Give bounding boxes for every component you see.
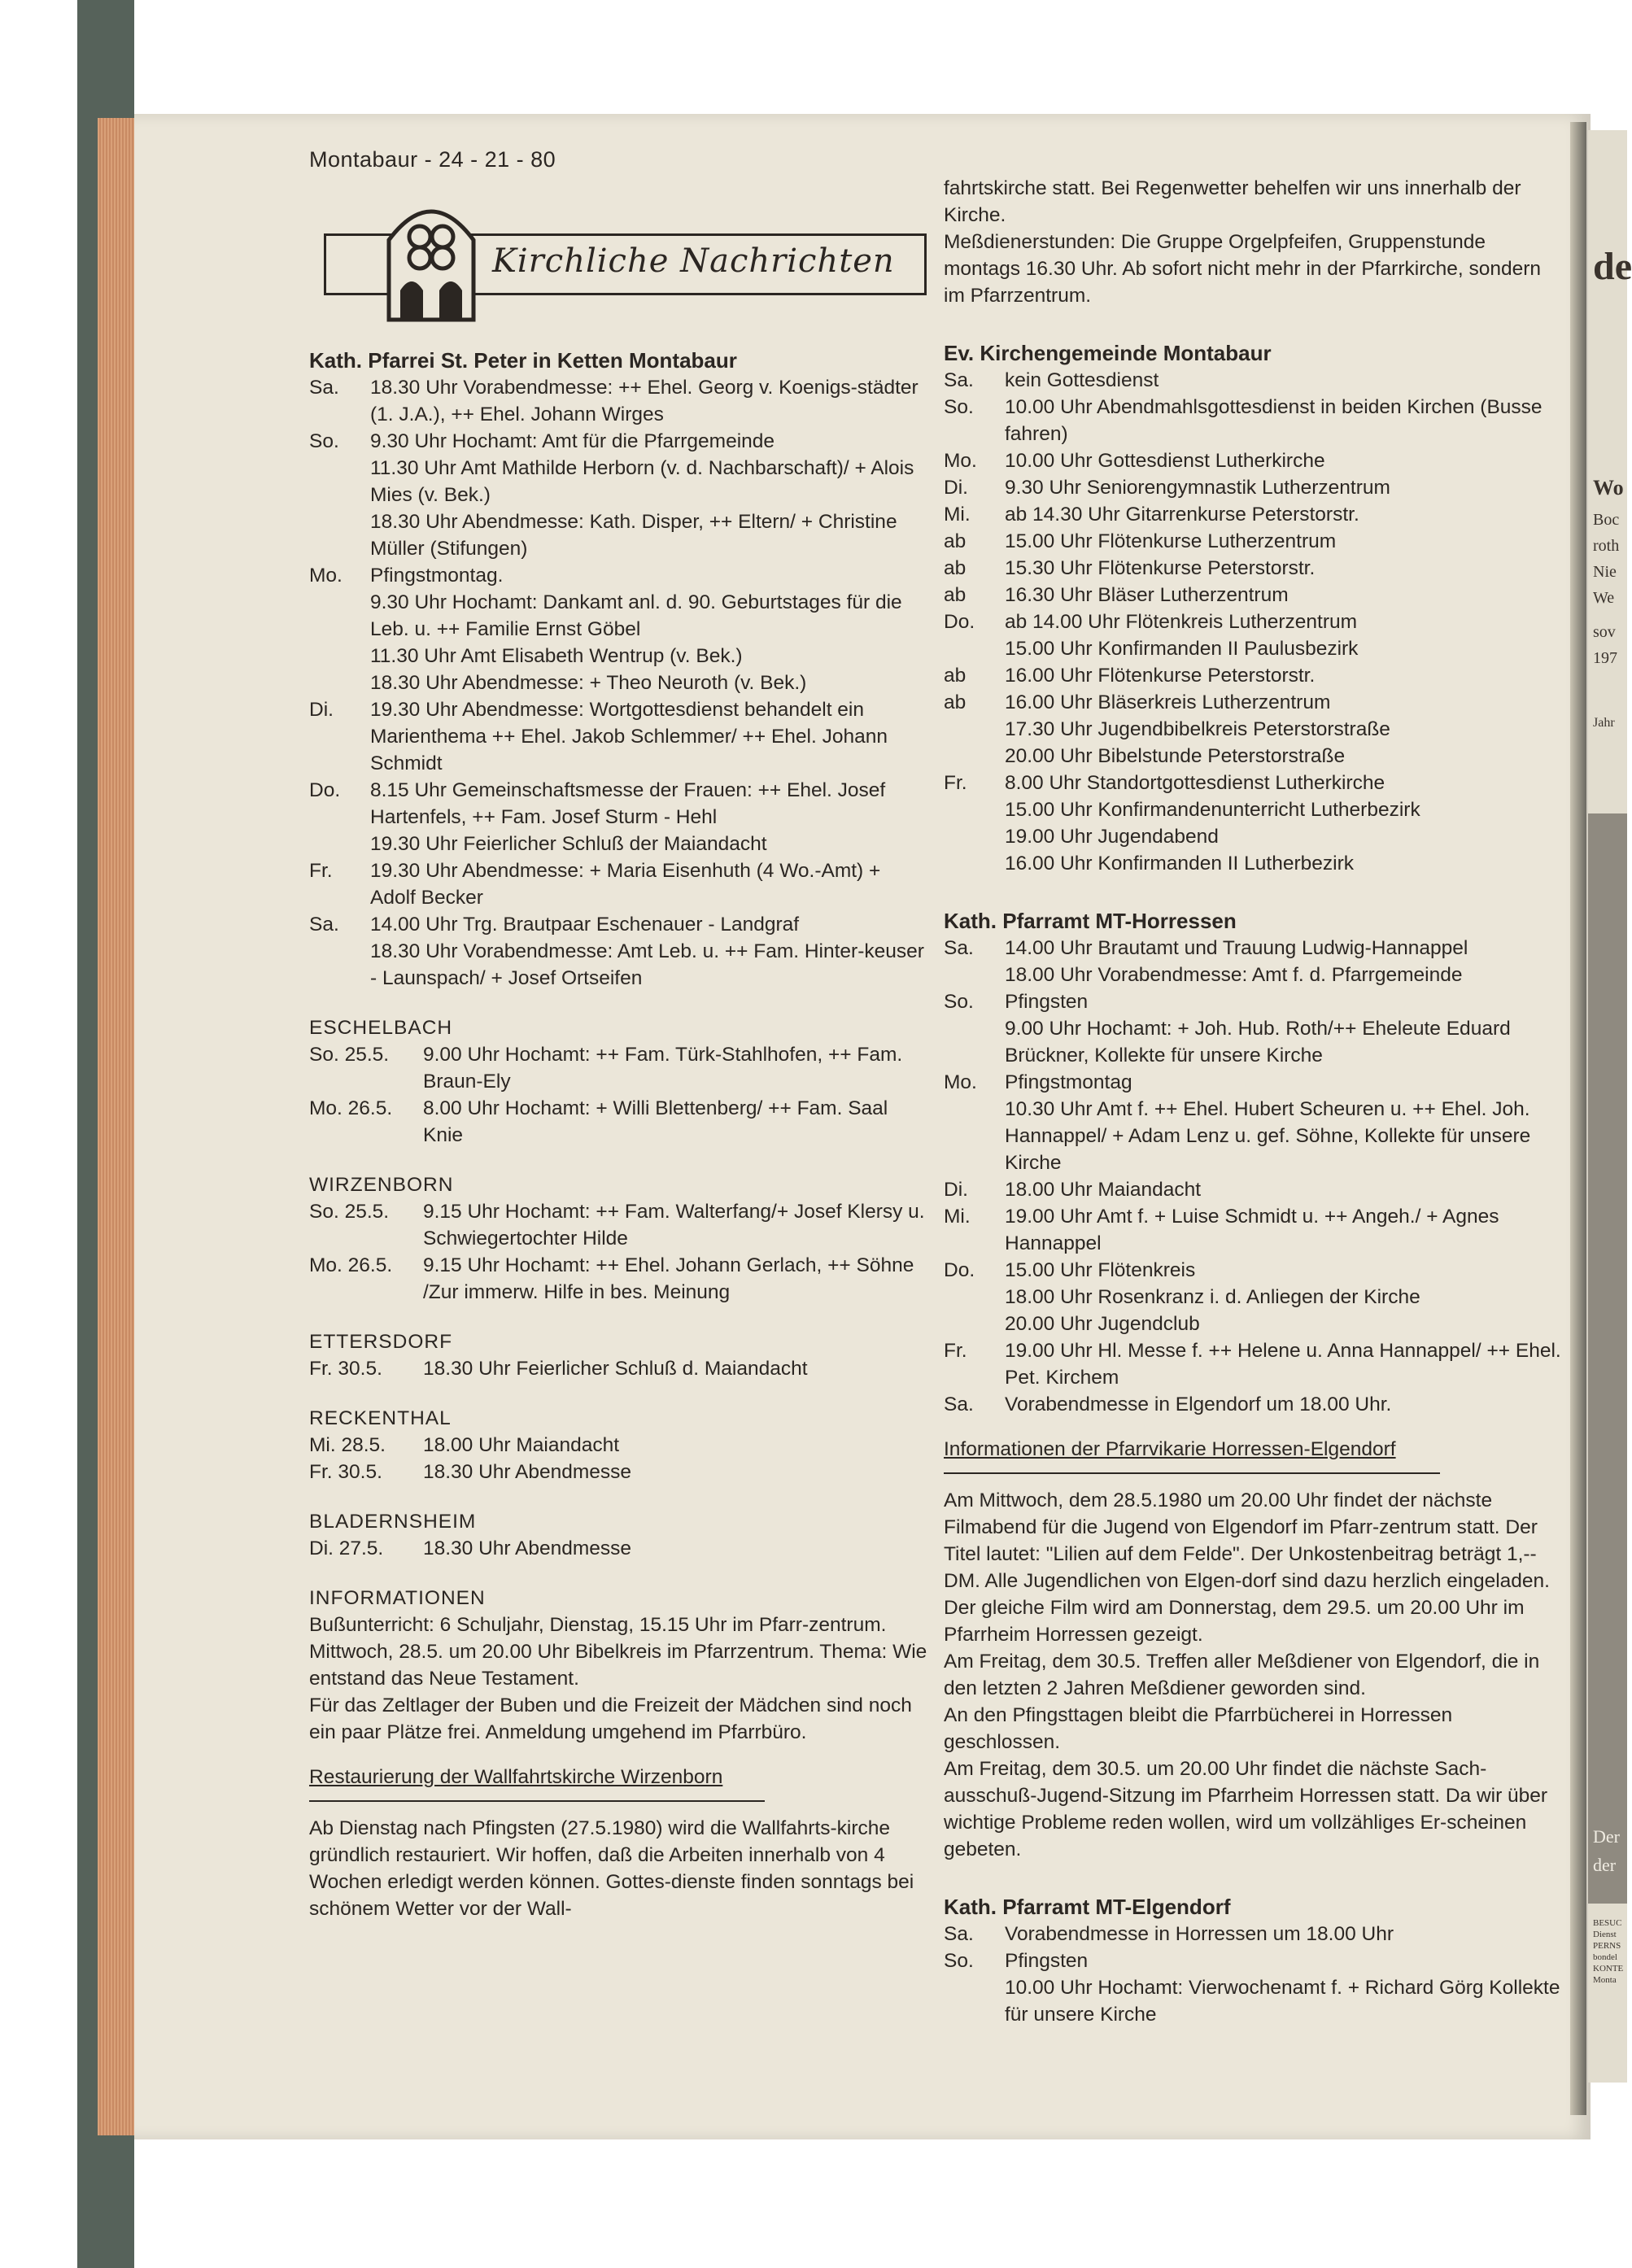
section-heading-underlined: Restaurierung der Wallfahrtskirche Wirzenborn xyxy=(309,1766,723,1788)
entry-text: 15.00 Uhr Flötenkreis xyxy=(1005,1259,1196,1281)
section-heading: Ev. Kirchengemeinde Montabaur xyxy=(944,341,1272,365)
entry-text: 18.30 Uhr Abendmesse xyxy=(423,1461,632,1483)
entry-text: 15.00 Uhr Konfirmandenunterricht Lutherbezirk xyxy=(1005,799,1420,821)
section-heading: Kath. Pfarramt MT-Horressen xyxy=(944,909,1237,933)
entry-text: 14.00 Uhr Trg. Brautpaar Eschenauer - Landgraf xyxy=(370,914,800,936)
church-window-icon xyxy=(382,191,480,321)
entry-text: 10.00 Uhr Gottesdienst Lutherkirche xyxy=(1005,450,1325,472)
schedule-entry xyxy=(309,1252,927,1306)
entry-text: 19.30 Uhr Abendmesse: Wortgottesdienst behandelt ein Marienthema ++ Ehel. Jakob Schlemmer/ ++ Ehel. Johann Schmidt xyxy=(370,699,888,774)
entry-text: 18.00 Uhr Maiandacht xyxy=(1005,1179,1202,1201)
schedule-entry xyxy=(309,1198,927,1252)
next-page-fragment: der xyxy=(1593,1855,1617,1875)
schedule-entry xyxy=(944,1391,1566,1418)
next-page-fragment: BESUC xyxy=(1593,1918,1622,1928)
entry-day xyxy=(944,1015,1005,1069)
next-page-photo xyxy=(1588,813,1627,1904)
left-column xyxy=(309,146,927,1922)
entry-text: 18.30 Uhr Vorabendmesse: ++ Ehel. Georg v. Koenigs-städter (1. J.A.), ++ Ehel. Johann Wirges xyxy=(370,377,919,425)
entry-day xyxy=(309,669,370,696)
entry-day: Fr. xyxy=(309,860,333,882)
schedule-entry xyxy=(944,962,1566,988)
schedule-entry xyxy=(944,447,1566,474)
info-line: Bußunterricht: 6 Schuljahr, Dienstag, 15.15 Uhr im Pfarr-zentrum. xyxy=(309,1614,887,1636)
schedule-entry xyxy=(944,555,1566,582)
entry-day: Sa. xyxy=(944,1923,974,1945)
entry-day: ab xyxy=(944,691,967,713)
place-heading: RECKENTHAL xyxy=(309,1407,452,1429)
entry-day: Fr. xyxy=(944,1340,967,1362)
schedule-entry xyxy=(309,428,927,455)
entry-text: 10.00 Uhr Hochamt: Vierwochenamt f. + Richard Görg Kollekte für unsere Kirche xyxy=(1005,1977,1560,2026)
entry-day: Sa. xyxy=(309,377,339,399)
entry-text: 15.00 Uhr Konfirmanden II Paulusbezirk xyxy=(1005,638,1359,660)
entry-text: 15.30 Uhr Flötenkurse Peterstorstr. xyxy=(1005,557,1316,579)
schedule-entry xyxy=(944,1203,1566,1257)
entry-day: Mo. xyxy=(944,1071,977,1093)
schedule-entry xyxy=(944,770,1566,796)
article-paragraph: Am Freitag, dem 30.5. Treffen aller Meßdiener von Elgendorf, die in den letzten 2 Jahren Meßdiener geworden sind. xyxy=(944,1651,1540,1699)
schedule-entry xyxy=(944,1947,1566,1974)
entry-text: 18.00 Uhr Maiandacht xyxy=(423,1434,620,1456)
article-paragraph: Am Freitag, dem 30.5. um 20.00 Uhr findet die nächste Sach-ausschuß-Jugend-Sitzung im Pfarrheim Horressen statt. Da wir über wichtige Probleme reden wollen, wird um vollzähliges Er-scheinen gebeten. xyxy=(944,1758,1548,1860)
entry-day: Mi. xyxy=(944,1206,971,1228)
entry-text: 10.00 Uhr Abendmahlsgottesdienst in beiden Kirchen (Busse fahren) xyxy=(1005,396,1543,445)
schedule-entry xyxy=(944,367,1566,394)
entry-text: 9.30 Uhr Hochamt: Amt für die Pfarrgemeinde xyxy=(370,430,775,452)
entry-text: 11.30 Uhr Amt Elisabeth Wentrup (v. Bek.) xyxy=(370,645,743,667)
entry-day xyxy=(309,455,370,508)
entry-text: 16.00 Uhr Bläserkreis Lutherzentrum xyxy=(1005,691,1331,713)
messdiener-text: Meßdienerstunden: Die Gruppe Orgelpfeifen, Gruppenstunde montags 16.30 Uhr. Ab sofort nicht mehr in der Pfarrkirche, sondern im Pfarrzentrum. xyxy=(944,231,1542,307)
schedule-entry xyxy=(944,1974,1566,2028)
next-page-fragment: KONTE xyxy=(1593,1964,1624,1974)
next-page-fragment: Jahr xyxy=(1593,716,1615,730)
schedule-entry xyxy=(309,857,927,911)
entry-day xyxy=(944,1096,1005,1176)
schedule-entry xyxy=(944,1311,1566,1337)
entry-day: Fr. 30.5. xyxy=(309,1358,382,1380)
schedule-entry xyxy=(309,589,927,643)
schedule-entry xyxy=(309,455,927,508)
entry-text: 20.00 Uhr Jugendclub xyxy=(1005,1313,1200,1335)
entry-day: Mo. 26.5. xyxy=(309,1097,393,1119)
entry-day: So. xyxy=(309,430,339,452)
masthead xyxy=(309,185,927,323)
schedule-entry xyxy=(944,689,1566,716)
schedule-entry xyxy=(309,1041,927,1095)
next-page-fragment: PERNS xyxy=(1593,1941,1621,1951)
entry-day xyxy=(944,743,1005,770)
entry-day: Mo. xyxy=(944,450,977,472)
next-page-fragment: roth xyxy=(1593,537,1620,555)
entry-text: ab 14.00 Uhr Flötenkreis Lutherzentrum xyxy=(1005,611,1358,633)
schedule-entry xyxy=(944,582,1566,608)
section-heading-underlined: Informationen der Pfarrvikarie Horressen-Elgendorf xyxy=(944,1438,1396,1460)
schedule-entry xyxy=(944,743,1566,770)
next-page-fragment: Dienst xyxy=(1593,1930,1617,1939)
next-page-fragment: bondel xyxy=(1593,1952,1617,1962)
entry-day: So. xyxy=(944,1950,974,1972)
entry-day: So. 25.5. xyxy=(309,1044,390,1066)
entry-text: Vorabendmesse in Elgendorf um 18.00 Uhr. xyxy=(1005,1394,1392,1415)
entry-text: 18.00 Uhr Vorabendmesse: Amt f. d. Pfarrgemeinde xyxy=(1005,964,1463,986)
entry-text: 19.30 Uhr Feierlicher Schluß der Maiandacht xyxy=(370,833,767,855)
entry-day xyxy=(944,962,1005,988)
schedule-entry xyxy=(944,1337,1566,1391)
section-heading: Kath. Pfarramt MT-Elgendorf xyxy=(944,1895,1231,1919)
entry-day: Mi. xyxy=(944,504,971,526)
entry-day: ab xyxy=(944,665,967,687)
entry-day: Di. xyxy=(944,1179,968,1201)
next-page-fragment: Monta xyxy=(1593,1975,1617,1985)
entry-text: 17.30 Uhr Jugendbibelkreis Peterstorstraße xyxy=(1005,718,1390,740)
page-header: Montabaur - 24 - 21 - 80 xyxy=(309,147,556,172)
entry-text: 8.15 Uhr Gemeinschaftsmesse der Frauen: ++ Ehel. Josef Hartenfels, ++ Fam. Josef Sturm - Hehl xyxy=(370,779,886,828)
entry-text: 19.00 Uhr Jugendabend xyxy=(1005,826,1219,848)
next-page-fragment: 197 xyxy=(1593,649,1617,667)
entry-day xyxy=(309,508,370,562)
page-gutter xyxy=(1570,122,1586,2115)
next-page-fragment: Nie xyxy=(1593,563,1617,581)
entry-day xyxy=(944,823,1005,850)
schedule-entry xyxy=(944,935,1566,962)
masthead-title: Kirchliche Nachrichten xyxy=(492,242,895,280)
schedule-entry xyxy=(944,1284,1566,1311)
schedule-entry xyxy=(944,796,1566,823)
schedule-entry xyxy=(944,1176,1566,1203)
schedule-entry xyxy=(944,635,1566,662)
entry-text: 18.30 Uhr Abendmesse: Kath. Disper, ++ Eltern/ + Christine Müller (Stifungen) xyxy=(370,511,897,560)
entry-day: ab xyxy=(944,557,967,579)
schedule-entry xyxy=(309,911,927,938)
schedule-entry xyxy=(309,1535,927,1562)
article-paragraph: An den Pfingsttagen bleibt die Pfarrbücherei in Horressen geschlossen. xyxy=(944,1704,1453,1753)
entry-text: 9.15 Uhr Hochamt: ++ Fam. Walterfang/+ Josef Klersy u. Schwiegertochter Hilde xyxy=(423,1201,925,1250)
entry-text: 18.30 Uhr Feierlicher Schluß d. Maiandacht xyxy=(423,1358,808,1380)
entry-text: Pfingsten xyxy=(1005,1950,1089,1972)
schedule-entry xyxy=(944,823,1566,850)
schedule-entry xyxy=(309,1095,927,1149)
entry-text: Vorabendmesse in Horressen um 18.00 Uhr xyxy=(1005,1923,1394,1945)
schedule-entry xyxy=(309,562,927,589)
schedule-entry xyxy=(944,608,1566,635)
schedule-entry xyxy=(944,1015,1566,1069)
entry-text: kein Gottesdienst xyxy=(1005,369,1159,391)
schedule-entry xyxy=(944,501,1566,528)
entry-text: 16.00 Uhr Konfirmanden II Lutherbezirk xyxy=(1005,853,1354,874)
entry-day: Mi. 28.5. xyxy=(309,1434,386,1456)
schedule-entry xyxy=(309,374,927,428)
entry-day xyxy=(944,716,1005,743)
next-page-fragment: Boc xyxy=(1593,511,1620,529)
entry-text: ab 14.30 Uhr Gitarrenkurse Peterstorstr. xyxy=(1005,504,1359,526)
entry-text: Pfingsten xyxy=(1005,991,1089,1013)
entry-day xyxy=(944,635,1005,662)
entry-day: Do. xyxy=(309,779,341,801)
schedule-entry xyxy=(944,1069,1566,1096)
entry-day: So. 25.5. xyxy=(309,1201,390,1223)
entry-text: Pfingstmontag xyxy=(1005,1071,1132,1093)
entry-text: 9.30 Uhr Hochamt: Dankamt anl. d. 90. Geburtstages für die Leb. u. ++ Familie Ernst Göbel xyxy=(370,591,902,640)
entry-text: 19.00 Uhr Amt f. + Luise Schmidt u. ++ Angeh./ + Agnes Hannappel xyxy=(1005,1206,1499,1254)
entry-day: Sa. xyxy=(944,937,974,959)
schedule-entry xyxy=(944,850,1566,877)
entry-day: Sa. xyxy=(944,369,974,391)
entry-day xyxy=(944,1284,1005,1311)
continuation-text: fahrtskirche statt. Bei Regenwetter behelfen wir uns innerhalb der Kirche. xyxy=(944,177,1521,226)
entry-day xyxy=(309,938,370,992)
entry-text: 20.00 Uhr Bibelstunde Peterstorstraße xyxy=(1005,745,1346,767)
schedule-entry xyxy=(309,508,927,562)
entry-day: ab xyxy=(944,584,967,606)
schedule-entry xyxy=(309,696,927,777)
entry-text: 9.00 Uhr Hochamt: + Joh. Hub. Roth/++ Eheleute Eduard Brückner, Kollekte für unsere Kirche xyxy=(1005,1018,1511,1066)
section-heading: Kath. Pfarrei St. Peter in Ketten Montabaur xyxy=(309,348,737,373)
schedule-entry xyxy=(309,1459,927,1485)
entry-text: Pfingstmontag. xyxy=(370,565,504,587)
entry-text: 18.30 Uhr Vorabendmesse: Amt Leb. u. ++ Fam. Hinter-keuser - Launspach/ + Josef Ortseifen xyxy=(370,940,924,989)
entry-text: 9.15 Uhr Hochamt: ++ Ehel. Johann Gerlach, ++ Söhne /Zur immerw. Hilfe in bes. Meinung xyxy=(423,1254,914,1303)
schedule-entry xyxy=(309,777,927,831)
schedule-list xyxy=(309,374,927,992)
entry-text: 8.00 Uhr Standortgottesdienst Lutherkirche xyxy=(1005,772,1385,794)
entry-day: Do. xyxy=(944,1259,975,1281)
entry-text: 16.30 Uhr Bläser Lutherzentrum xyxy=(1005,584,1289,606)
next-page-fragment: We xyxy=(1593,589,1615,607)
entry-day xyxy=(944,850,1005,877)
schedule-entry xyxy=(309,831,927,857)
schedule-entry xyxy=(944,1096,1566,1176)
divider xyxy=(944,1472,1440,1474)
entry-text: 14.00 Uhr Brautamt und Trauung Ludwig-Hannappel xyxy=(1005,937,1468,959)
schedule-entry xyxy=(309,669,927,696)
schedule-entry xyxy=(944,474,1566,501)
entry-text: 9.00 Uhr Hochamt: ++ Fam. Türk-Stahlhofen, ++ Fam. Braun-Ely xyxy=(423,1044,903,1093)
place-heading: INFORMATIONEN xyxy=(309,1587,486,1609)
entry-day: Di. xyxy=(944,477,968,499)
entry-text: 15.00 Uhr Flötenkurse Lutherzentrum xyxy=(1005,530,1337,552)
place-heading: BLADERNSHEIM xyxy=(309,1511,477,1533)
next-page-fragment: Der xyxy=(1593,1826,1620,1847)
divider xyxy=(309,1800,765,1802)
schedule-entry xyxy=(309,1355,927,1382)
entry-text: 11.30 Uhr Amt Mathilde Herborn (v. d. Nachbarschaft)/ + Alois Mies (v. Bek.) xyxy=(370,457,914,506)
entry-day: Fr. xyxy=(944,772,967,794)
entry-text: 18.30 Uhr Abendmesse: + Theo Neuroth (v. Bek.) xyxy=(370,672,807,694)
place-heading: WIRZENBORN xyxy=(309,1174,454,1196)
schedule-entry xyxy=(944,1921,1566,1947)
schedule-entry xyxy=(944,1257,1566,1284)
entry-text: 18.00 Uhr Rosenkranz i. d. Anliegen der Kirche xyxy=(1005,1286,1420,1308)
entry-day xyxy=(309,643,370,669)
entry-text: 18.30 Uhr Abendmesse xyxy=(423,1537,632,1559)
entry-text: 19.00 Uhr Hl. Messe f. ++ Helene u. Anna Hannappel/ ++ Ehel. Pet. Kirchem xyxy=(1005,1340,1561,1389)
entry-day: Fr. 30.5. xyxy=(309,1461,382,1483)
next-page-strip xyxy=(1588,130,1632,2083)
entry-day: Di. xyxy=(309,699,334,721)
schedule-entry xyxy=(944,528,1566,555)
entry-day xyxy=(944,1974,1005,2028)
schedule-entry xyxy=(944,662,1566,689)
entry-day: So. xyxy=(944,396,974,418)
entry-day: ab xyxy=(944,530,967,552)
entry-day: Sa. xyxy=(944,1394,974,1415)
right-column xyxy=(944,175,1566,2028)
entry-day xyxy=(309,589,370,643)
entry-day: Do. xyxy=(944,611,975,633)
place-heading: ESCHELBACH xyxy=(309,1017,453,1039)
next-page-fragment: de xyxy=(1593,245,1632,288)
entry-day: Mo. 26.5. xyxy=(309,1254,393,1276)
entry-text: 9.30 Uhr Seniorengymnastik Lutherzentrum xyxy=(1005,477,1390,499)
entry-day xyxy=(309,831,370,857)
schedule-entry xyxy=(309,938,927,992)
entry-text: 10.30 Uhr Amt f. ++ Ehel. Hubert Scheuren u. ++ Ehel. Joh. Hannappel/ + Adam Lenz u. gef. Söhne, Kollekte für unsere Kirche xyxy=(1005,1098,1531,1174)
schedule-entry xyxy=(309,1432,927,1459)
entry-text: 16.00 Uhr Flötenkurse Peterstorstr. xyxy=(1005,665,1316,687)
schedule-entry xyxy=(309,643,927,669)
entry-text: 8.00 Uhr Hochamt: + Willi Blettenberg/ ++ Fam. Saal Knie xyxy=(423,1097,888,1146)
article-text: Ab Dienstag nach Pfingsten (27.5.1980) wird die Wallfahrts-kirche gründlich restauriert. Wir hoffen, daß die Arbeiten innerhalb von 4 Wochen erledigt werden können. Gottes-dienste finden sonntags bei schönem Wetter vor der Wall- xyxy=(309,1817,914,1920)
entry-day xyxy=(944,1311,1005,1337)
entry-day: Sa. xyxy=(309,914,339,936)
schedule-entry xyxy=(944,716,1566,743)
entry-text: 19.30 Uhr Abendmesse: + Maria Eisenhuth (4 Wo.-Amt) + Adolf Becker xyxy=(370,860,881,909)
schedule-entry xyxy=(944,988,1566,1015)
entry-day: Di. 27.5. xyxy=(309,1537,384,1559)
schedule-entry xyxy=(944,394,1566,447)
place-heading: ETTERSDORF xyxy=(309,1331,453,1353)
next-page-fragment: Wo xyxy=(1593,476,1624,499)
info-line: Mittwoch, 28.5. um 20.00 Uhr Bibelkreis im Pfarrzentrum. Thema: Wie entstand das Neue Testament. xyxy=(309,1641,927,1690)
next-page-fragment: sov xyxy=(1593,623,1616,641)
entry-day: Mo. xyxy=(309,565,343,587)
entry-day: So. xyxy=(944,991,974,1013)
entry-day xyxy=(944,796,1005,823)
article-paragraph: Am Mittwoch, dem 28.5.1980 um 20.00 Uhr findet der nächste Filmabend für die Jugend von Elgendorf im Pfarr-zentrum statt. Der Titel lautet: "Lilien auf dem Felde". Der Unkostenbeitrag beträgt 1,-- DM. Alle Jugendlichen von Elgen-dorf sind dazu herzlich eingeladen. Der gleiche Film wird am Donnerstag, dem 29.5. um 20.00 Uhr im Pfarrheim Horressen gezeigt. xyxy=(944,1489,1550,1646)
info-line: Für das Zeltlager der Buben und die Freizeit der Mädchen sind noch ein paar Plätze frei. Anmeldung umgehend im Pfarrbüro. xyxy=(309,1694,912,1743)
